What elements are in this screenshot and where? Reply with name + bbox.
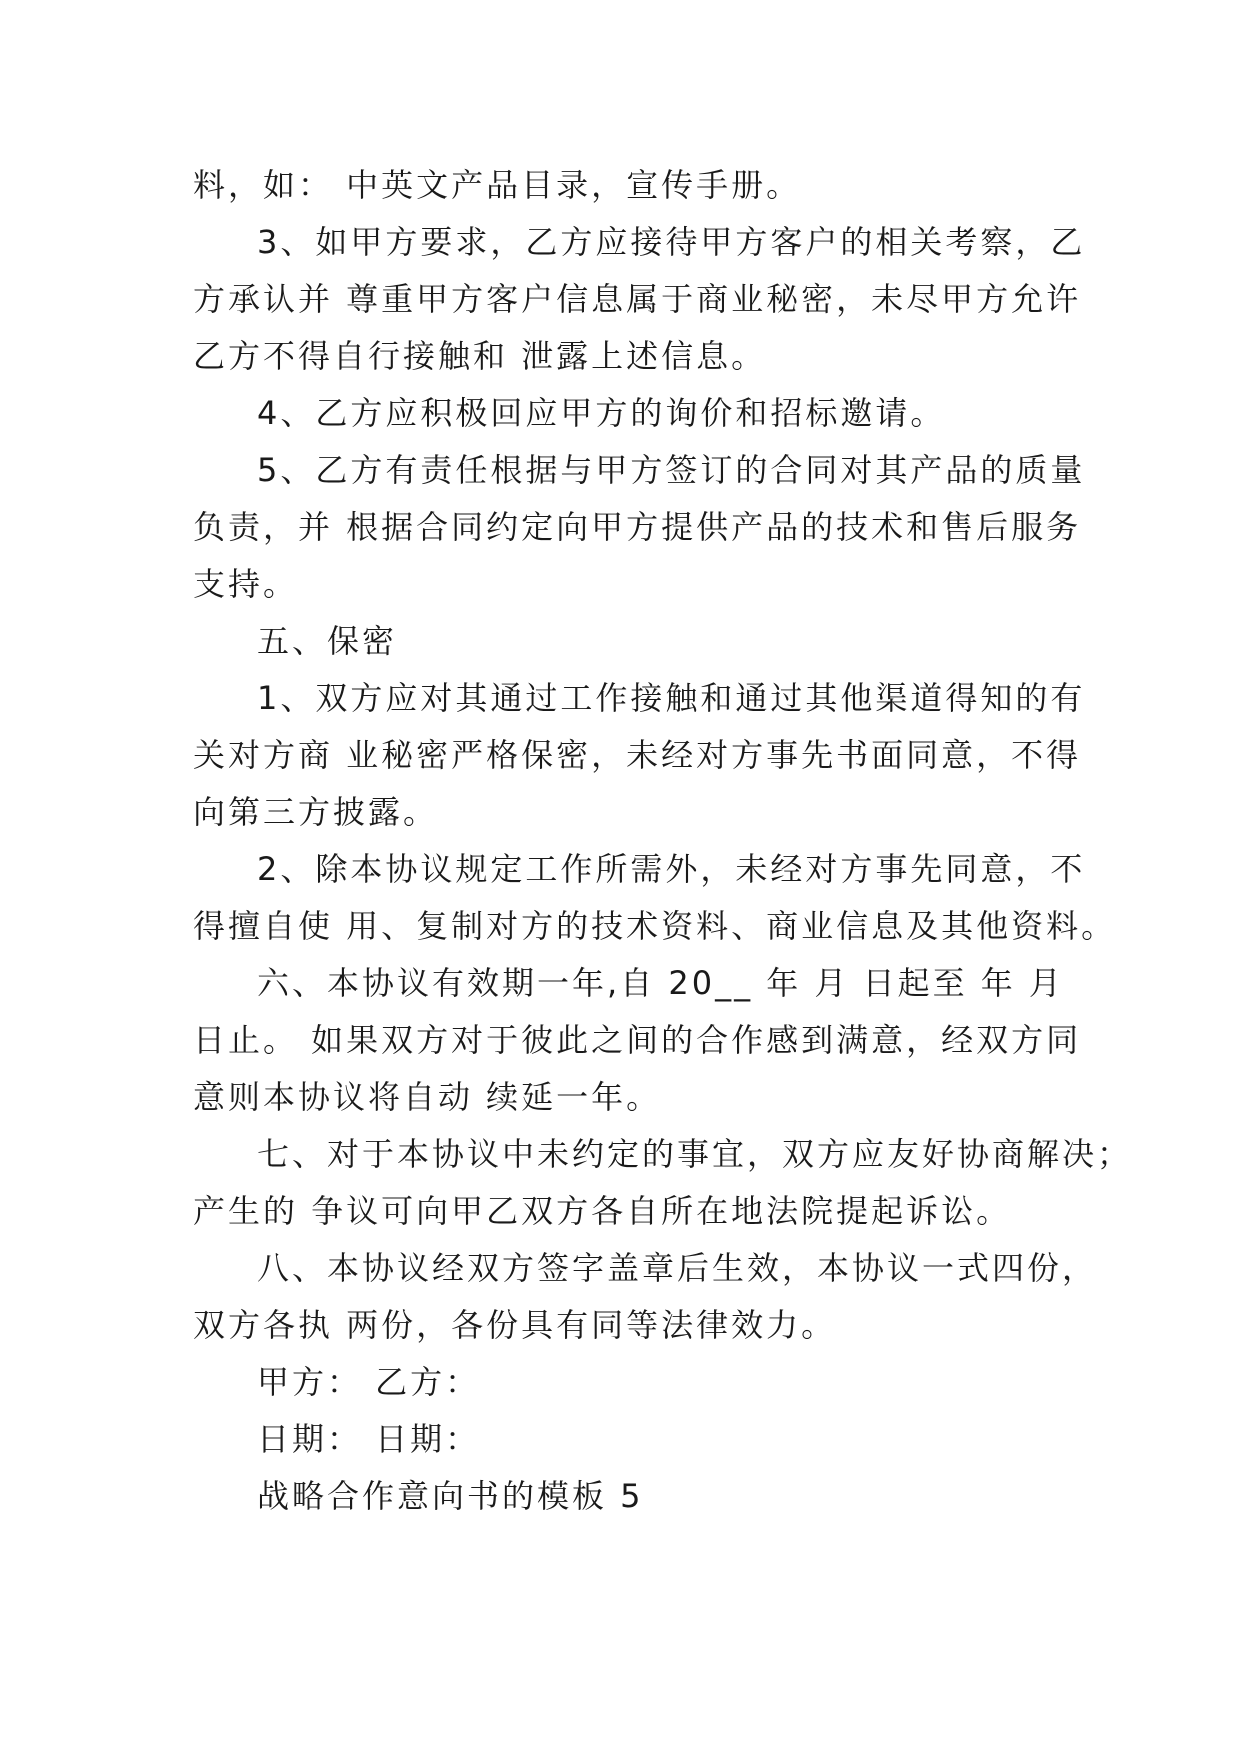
text-line-2: 3、如甲方要求，乙方应接待甲方客户的相关考察，乙: [257, 223, 1086, 261]
text-line-19: 产生的 争议可向甲乙双方各自所在地法院提起诉讼。: [193, 1192, 1012, 1230]
text-line-7: 负责，并 根据合同约定向甲方提供产品的技术和售后服务: [193, 508, 1082, 546]
text-line-20: 八、本协议经双方签字盖章后生效，本协议一式四份，: [257, 1249, 1098, 1287]
text-line-17: 意则本协议将自动 续延一年。: [193, 1078, 662, 1116]
text-line-1: 料，如： 中英文产品目录，宣传手册。: [193, 166, 802, 204]
text-line-21: 双方各执 两份，各份具有同等法律效力。: [193, 1306, 837, 1344]
signature-dates: 日期： 日期：: [257, 1420, 481, 1458]
text-line-18: 七、对于本协议中未约定的事宜，双方应友好协商解决；: [257, 1135, 1133, 1173]
text-line-6: 5、乙方有责任根据与甲方签订的合同对其产品的质量: [257, 451, 1086, 489]
text-line-16: 日止。 如果双方对于彼此之间的合作感到满意，经双方同: [193, 1021, 1082, 1059]
text-line-14: 得擅自使 用、复制对方的技术资料、商业信息及其他资料。: [193, 907, 1117, 945]
section-heading-confidentiality: 五、保密: [257, 622, 398, 660]
text-line-11: 关对方商 业秘密严格保密，未经对方事先书面同意，不得: [193, 736, 1082, 774]
text-line-10: 1、双方应对其通过工作接触和通过其他渠道得知的有: [257, 679, 1086, 717]
text-line-5: 4、乙方应积极回应甲方的询价和招标邀请。: [257, 394, 946, 432]
text-line-8: 支持。: [193, 565, 299, 603]
text-line-4: 乙方不得自行接触和 泄露上述信息。: [193, 337, 767, 375]
text-line-3: 方承认并 尊重甲方客户信息属于商业秘密，未尽甲方允许: [193, 280, 1082, 318]
text-line-12: 向第三方披露。: [193, 793, 439, 831]
signature-parties: 甲方： 乙方：: [257, 1363, 481, 1401]
template-heading: 战略合作意向书的模板 5: [257, 1477, 644, 1515]
text-line-15: 六、本协议有效期一年,自 20__ 年 月 日起至 年 月: [257, 964, 1064, 1002]
text-line-13: 2、除本协议规定工作所需外，未经对方事先同意，不: [257, 850, 1086, 888]
